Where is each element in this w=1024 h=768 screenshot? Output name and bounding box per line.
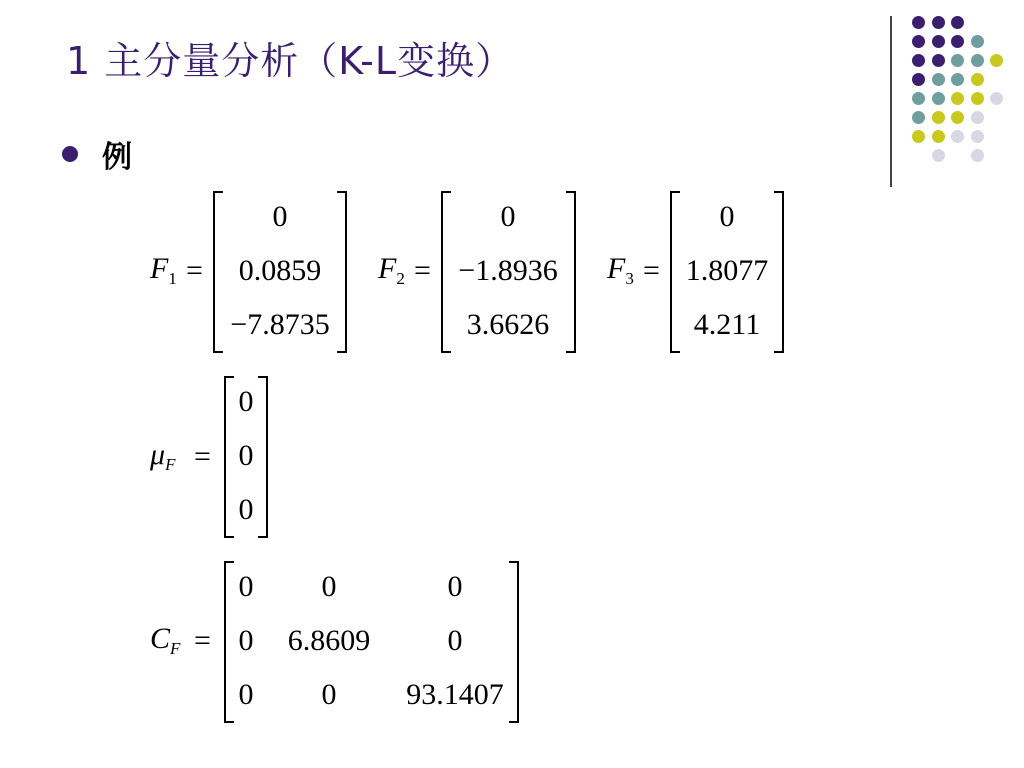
bracket-tick [258,376,268,378]
decor-dot [912,35,925,48]
decor-dot [932,54,945,67]
bracket-tick [224,561,234,563]
decor-dot [932,73,945,86]
bracket-tick [670,351,680,353]
matrix-entry: 93.1407 [406,678,504,711]
matrix-entry: −1.8936 [458,254,558,287]
matrix-entry: 0 [238,493,254,526]
equals-sign: = [643,254,660,287]
f2-label: $F_2$ [378,252,405,288]
decor-dot [990,92,1003,105]
decor-dot [951,111,964,124]
bracket-tick [566,351,576,353]
matrix-entry: 0 [238,678,254,711]
decor-dot [951,73,964,86]
decor-dot [951,130,964,143]
decor-dot [912,111,925,124]
decor-dot [971,130,984,143]
decor-dot [912,92,925,105]
decor-dot [912,130,925,143]
equals-sign: = [194,624,211,657]
matrix-entry: 0 [447,624,463,657]
matrix-entry: 1.8077 [685,254,769,287]
slide-title: 1 主分量分析（K-L变换） [66,39,515,83]
bracket-tick [337,351,347,353]
bracket-tick [774,351,784,353]
divider-line [890,16,892,187]
matrix-entry: 3.6626 [466,308,550,341]
matrix-entry: 0 [719,200,735,233]
decor-dot [932,130,945,143]
bullet-icon [62,146,78,162]
matrix-entry: 0 [321,678,337,711]
bracket-tick [224,536,234,538]
bracket-tick [441,191,451,193]
f1-label: $F_1$ [150,252,177,288]
equals-sign: = [194,440,211,473]
bracket-tick [566,191,576,193]
matrix-entry: 0 [500,200,516,233]
decor-dot [971,54,984,67]
matrix-entry: 0 [272,200,288,233]
decor-dot [951,35,964,48]
bracket-tick [224,376,234,378]
decor-dot [971,111,984,124]
decor-dot [932,92,945,105]
decor-dot [971,149,984,162]
equals-sign: = [414,254,431,287]
bracket-tick [258,536,268,538]
decor-dot [932,16,945,29]
matrix-entry: 4.211 [693,308,761,341]
c-label: $C_F$ [150,622,181,658]
matrix-entry: 0 [321,570,337,603]
matrix-entry: 0 [238,624,254,657]
matrix-entry: 0 [238,570,254,603]
decor-dot [990,54,1003,67]
matrix-entry: 0 [447,570,463,603]
bracket-tick [509,561,519,563]
decor-dot [912,73,925,86]
decor-dot [912,54,925,67]
bracket-tick [441,351,451,353]
decor-dot [932,111,945,124]
bracket-tick [670,191,680,193]
bracket-tick [213,191,223,193]
matrix-entry: 0 [238,385,254,418]
mu-label: $\mu_F$ [150,438,176,474]
decor-dot [951,16,964,29]
matrix-entry: 0.0859 [238,254,322,287]
matrix-entry: −7.8735 [230,308,330,341]
decor-dot [951,54,964,67]
decor-dot [971,35,984,48]
matrix-entry: 0 [238,439,254,472]
matrix-entry: 6.8609 [287,624,371,657]
bracket-tick [509,721,519,723]
equals-sign: = [186,254,203,287]
decor-dot [951,92,964,105]
decor-dot [912,16,925,29]
bullet-text: 例 [102,140,132,175]
f3-label: $F_3$ [607,252,634,288]
bracket-tick [213,351,223,353]
decor-dot [932,149,945,162]
bracket-tick [224,721,234,723]
bracket-tick [337,191,347,193]
decor-dot [971,73,984,86]
bracket-tick [774,191,784,193]
decor-dot [971,92,984,105]
decor-dot [932,35,945,48]
